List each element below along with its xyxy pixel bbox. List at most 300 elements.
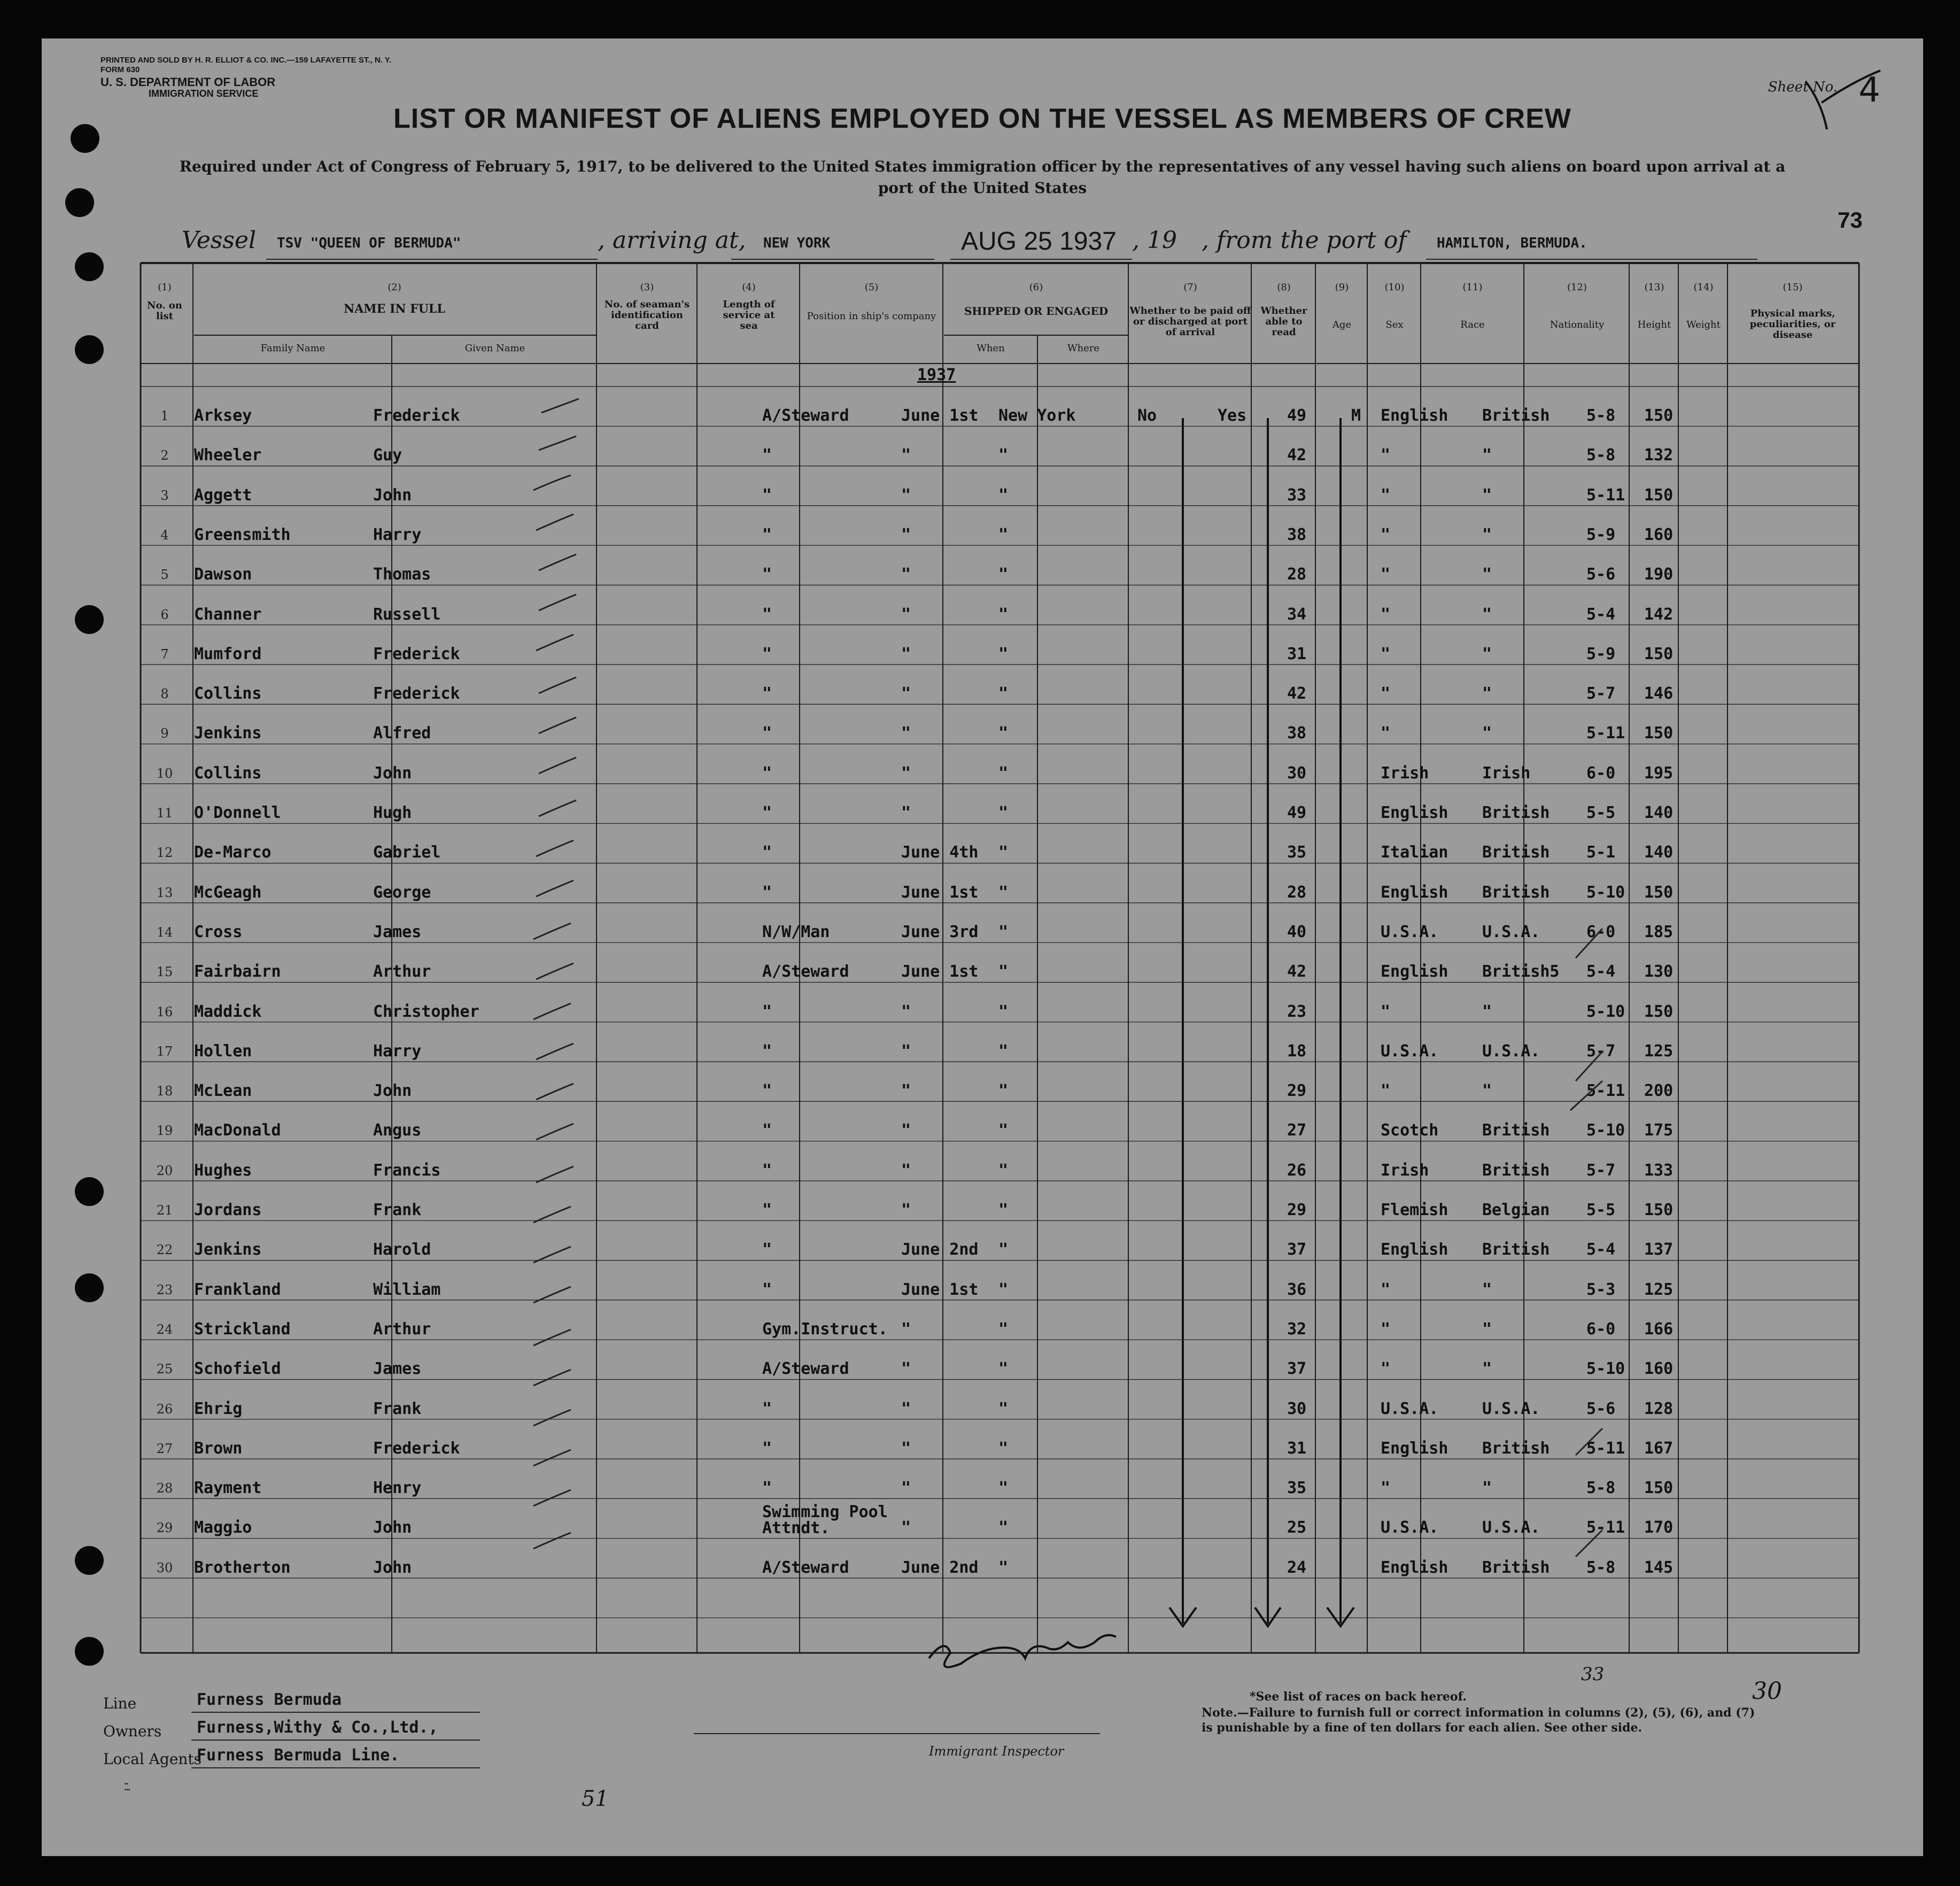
cell-family: Mumford: [194, 644, 262, 663]
row-number: 9: [160, 726, 169, 741]
inspector-label: Immigrant Inspector: [929, 1744, 1064, 1759]
cell-where: ": [998, 724, 1009, 743]
manifest-sheet: [42, 38, 1923, 1856]
agents-underline: [191, 1767, 480, 1768]
cell-nationality: British: [1482, 1161, 1550, 1180]
cell-weight: 167: [1644, 1439, 1674, 1458]
cell-race: ": [1381, 684, 1391, 704]
col-physical: Physical marks, peculiarities, or disease: [1749, 308, 1836, 341]
cell-given: George: [373, 883, 431, 902]
cell-height: 5-3: [1586, 1280, 1616, 1299]
cell-position: ": [762, 724, 772, 743]
cell-where: ": [998, 1399, 1009, 1418]
cell-age: 37: [1287, 1240, 1307, 1259]
cell-given: Henry: [373, 1479, 422, 1498]
cell-weight: 160: [1644, 1359, 1674, 1379]
cell-age: 18: [1287, 1041, 1307, 1061]
cell-nationality: ": [1482, 724, 1492, 743]
col-given-name: Given Name: [464, 343, 525, 354]
col-where: Where: [1067, 343, 1099, 354]
cell-nationality: British: [1482, 406, 1550, 425]
cell-race: ": [1381, 724, 1391, 743]
col-weight: Weight: [1686, 319, 1721, 330]
col-height: Height: [1637, 319, 1671, 330]
cell-race: English: [1381, 883, 1448, 902]
col-num: (6): [1029, 282, 1043, 293]
cell-when: ": [901, 1479, 911, 1498]
sheet-number-label: Sheet No.: [1768, 79, 1838, 95]
cell-position: A/Steward: [762, 962, 849, 981]
vessel-label: Vessel: [182, 227, 257, 254]
form-number: FORM 630: [100, 65, 140, 74]
cell-height: 5-7: [1586, 684, 1616, 704]
cell-position: ": [762, 684, 772, 704]
page-subtitle: Required under Act of Congress of February 5, 1917, to be delivered to the United States immigration officer by the representatives of any vessel having such aliens on board upon arrival at a port of the United States: [179, 158, 1786, 197]
cell-race: ": [1381, 446, 1391, 465]
cell-position: ": [762, 843, 772, 862]
cell-family: Aggett: [194, 485, 252, 505]
cell-family: Wheeler: [194, 446, 262, 465]
cell-weight: 140: [1644, 803, 1674, 822]
cell-age: 30: [1287, 1399, 1307, 1418]
cell-where: ": [998, 485, 1009, 505]
cell-height: 5-11: [1586, 1081, 1625, 1101]
cell-height: 5-8: [1586, 406, 1616, 425]
cell-age: 29: [1287, 1081, 1307, 1101]
cell-when: ": [901, 1319, 911, 1339]
cell-height: 5-10: [1586, 883, 1625, 902]
cell-height: 5-1: [1586, 843, 1616, 862]
cell-nationality: British: [1482, 1439, 1550, 1458]
cell-height: 5-4: [1586, 962, 1616, 981]
cell-family: McGeagh: [194, 883, 262, 902]
cell-race: ": [1381, 1319, 1391, 1339]
cell-when: ": [901, 724, 911, 743]
cell-height: 5-9: [1586, 525, 1616, 544]
row-number: 19: [156, 1123, 173, 1139]
row-number: 5: [160, 567, 169, 583]
cell-when: June 3rd: [901, 922, 979, 941]
row-number: 16: [156, 1004, 173, 1019]
cell-race: Scotch: [1381, 1121, 1439, 1140]
cell-given: Harold: [373, 1240, 431, 1259]
cell-race: ": [1381, 525, 1391, 544]
cell-nationality: ": [1482, 485, 1492, 505]
cell-nationality: ": [1482, 644, 1492, 663]
cell-height: 5-7: [1586, 1041, 1616, 1061]
cell-where: ": [998, 1201, 1009, 1219]
cell-height: 5-7: [1586, 1161, 1616, 1180]
cell-position: ": [762, 803, 772, 822]
cell-weight: 150: [1644, 1002, 1674, 1021]
cell-age: 24: [1287, 1558, 1307, 1577]
nationality-slashes: [1570, 929, 1602, 1557]
cell-position: ": [762, 1081, 772, 1101]
col-num: (8): [1277, 282, 1291, 293]
from-port-label: , from the port of: [1202, 227, 1407, 254]
cell-position: ": [762, 1041, 772, 1061]
col-age: Age: [1332, 319, 1352, 330]
cell-age: 32: [1287, 1319, 1307, 1339]
cell-race: English: [1381, 1240, 1448, 1259]
cell-when: ": [901, 446, 911, 465]
cell-weight: 125: [1644, 1041, 1674, 1061]
departure-port: HAMILTON, BERMUDA.: [1437, 235, 1587, 251]
cell-position: ": [762, 565, 772, 584]
cell-race: ": [1381, 1479, 1391, 1498]
row-number: 27: [156, 1441, 173, 1456]
cell-height: 5-10: [1586, 1121, 1625, 1140]
col-num: (5): [864, 282, 879, 293]
cell-position: ": [762, 1240, 772, 1259]
cell-nationality: British: [1482, 1240, 1550, 1259]
row-number: 13: [156, 885, 173, 900]
row-number: 24: [156, 1321, 173, 1337]
col-name-in-full: NAME IN FULL: [344, 302, 445, 316]
cell-when: ": [901, 1081, 911, 1101]
cell-weight: 146: [1644, 684, 1674, 704]
cell-given: John: [373, 763, 412, 783]
cell-where: ": [998, 1121, 1009, 1140]
cell-position: ": [762, 1201, 772, 1219]
cell-when: ": [901, 1201, 911, 1219]
union-label: ▪▪ ▪▪▪: [125, 1781, 130, 1793]
cell-given: Francis: [373, 1161, 441, 1180]
cell-weight: 160: [1644, 525, 1674, 544]
cell-age: 35: [1287, 1479, 1307, 1498]
cell-position: A/Steward: [762, 1359, 849, 1379]
cell-given: Hugh: [373, 803, 412, 822]
cell-given: John: [373, 485, 412, 505]
cell-nationality: ": [1482, 1002, 1492, 1021]
cell-age: 37: [1287, 1359, 1307, 1379]
agents-value: Furness Bermuda Line.: [197, 1746, 400, 1765]
cell-family: O'Donnell: [194, 803, 281, 822]
cell-weight: 150: [1644, 883, 1674, 902]
cell-family: MacDonald: [194, 1121, 281, 1140]
cell-age: 34: [1287, 605, 1307, 624]
col-num: (12): [1567, 282, 1587, 293]
cell-when: ": [901, 1439, 911, 1458]
cell-family: Frankland: [194, 1280, 281, 1299]
cell-race: ": [1381, 1002, 1391, 1021]
cell-weight: 200: [1644, 1081, 1674, 1101]
cell-position: ": [762, 1439, 772, 1458]
cell-height: 5-8: [1586, 1558, 1616, 1577]
cell-where: ": [998, 1280, 1009, 1299]
cell-given: Frederick: [373, 644, 460, 663]
cell-height: 5-6: [1586, 565, 1616, 584]
cell-nationality: ": [1482, 1359, 1492, 1379]
row-number: 26: [156, 1401, 173, 1417]
col-num: (10): [1384, 282, 1405, 293]
cell-family: Rayment: [194, 1479, 262, 1498]
row-number: 12: [156, 845, 173, 861]
cell-age: 40: [1287, 922, 1307, 941]
cell-race: ": [1381, 565, 1391, 584]
col-seaman-card: No. of seaman's identification card: [604, 299, 690, 331]
cell-given: John: [373, 1558, 412, 1577]
cell-where: ": [998, 1558, 1009, 1577]
cell-family: Strickland: [194, 1319, 291, 1339]
cell-given: Thomas: [373, 565, 431, 584]
cell-given: Frederick: [373, 406, 460, 425]
cell-weight: 137: [1644, 1240, 1674, 1259]
cell-nationality: British: [1482, 883, 1550, 902]
cell-age: 38: [1287, 525, 1307, 544]
cell-age: 38: [1287, 724, 1307, 743]
cell-weight: 133: [1644, 1161, 1674, 1180]
cell-height: 5-8: [1586, 1479, 1616, 1498]
cell-given: John: [373, 1081, 412, 1101]
cell-nationality: Irish: [1482, 763, 1531, 783]
cell-weight: 166: [1644, 1319, 1674, 1339]
cell-height: 5-10: [1586, 1359, 1625, 1379]
cell-when: ": [901, 605, 911, 624]
cell-race: U.S.A.: [1381, 1041, 1439, 1061]
cell-age: 28: [1287, 883, 1307, 902]
cell-family: Schofield: [194, 1359, 281, 1379]
row-number: 20: [156, 1163, 173, 1178]
cell-when: ": [901, 1518, 911, 1537]
cell-when: June 1st: [901, 962, 979, 981]
cell-nationality: ": [1482, 525, 1492, 544]
cell-height: 5-5: [1586, 803, 1616, 822]
cell-where: ": [998, 684, 1009, 704]
cell-age: 33: [1287, 485, 1307, 505]
cell-age: 42: [1287, 446, 1307, 465]
cell-weight: 175: [1644, 1121, 1674, 1140]
cell-where: ": [998, 843, 1009, 862]
cell-family: Dawson: [194, 565, 252, 584]
row-number: 10: [156, 766, 173, 781]
cell-where: ": [998, 446, 1009, 465]
cell-age: 29: [1287, 1201, 1307, 1219]
cell-weight: 128: [1644, 1399, 1674, 1418]
col-num: (11): [1462, 282, 1483, 293]
col-family-name: Family Name: [260, 343, 326, 354]
cell-given: Arthur: [373, 962, 431, 981]
col-position: Position in ship's company: [807, 311, 936, 322]
cell-race: English: [1381, 1558, 1448, 1577]
cell-nationality: U.S.A.: [1482, 1518, 1540, 1537]
cell-weight: 150: [1644, 406, 1674, 425]
cell-family: McLean: [194, 1081, 252, 1101]
page-number: 73: [1838, 207, 1863, 233]
races-note: *See list of races on back hereof.: [1250, 1690, 1467, 1704]
col-num: (2): [388, 282, 401, 293]
col-num: (4): [742, 282, 756, 293]
cell-position: N/W/Man: [762, 922, 830, 941]
cell-race: Italian: [1381, 843, 1448, 862]
cell-weight: 125: [1644, 1280, 1674, 1299]
cell-given: Frederick: [373, 684, 460, 704]
cell-height: 5-11: [1586, 724, 1625, 743]
cell-height: 5-8: [1586, 446, 1616, 465]
page-title: LIST OR MANIFEST OF ALIENS EMPLOYED ON THE VESSEL AS MEMBERS OF CREW: [393, 103, 1571, 134]
cell-weight: 150: [1644, 1201, 1674, 1219]
cell-given: James: [373, 922, 422, 941]
cell-race: English: [1381, 406, 1448, 425]
cell-when: ": [901, 525, 911, 544]
cell-nationality: British: [1482, 1558, 1550, 1577]
cell-position: ": [762, 525, 772, 544]
cell-family: Brotherton: [194, 1558, 291, 1577]
cell-position: ": [762, 1280, 772, 1299]
cell-position: ": [762, 1161, 772, 1180]
cell-when: ": [901, 644, 911, 663]
cell-when: ": [901, 763, 911, 783]
row-number: 18: [156, 1084, 173, 1099]
col-num: (15): [1783, 282, 1803, 293]
col-when: When: [977, 343, 1005, 354]
year-label: , 19: [1132, 227, 1177, 254]
col-num: (13): [1644, 282, 1664, 293]
cell-given: James: [373, 1359, 422, 1379]
row-number: 4: [160, 527, 169, 543]
cell-where: ": [998, 763, 1009, 783]
cell-when: ": [901, 1041, 911, 1061]
cell-when: June 2nd: [901, 1240, 979, 1259]
cell-given: Frank: [373, 1399, 422, 1418]
arriving-label: , arriving at,: [598, 227, 746, 254]
cell-family: Hughes: [194, 1161, 252, 1180]
cell-race: ": [1381, 485, 1391, 505]
cell-where: ": [998, 1240, 1009, 1259]
cell-family: De-Marco: [194, 843, 272, 862]
cell-position: ": [762, 763, 772, 783]
cell-age: 31: [1287, 1439, 1307, 1458]
inspector-signature: [929, 1635, 1116, 1667]
cell-height: 5-11: [1586, 1439, 1625, 1458]
arrival-date-stamp: AUG 25 1937: [961, 227, 1117, 256]
col-sex: Sex: [1385, 319, 1404, 330]
owners-label: Owners: [103, 1722, 162, 1740]
cell-nationality: U.S.A.: [1482, 922, 1540, 941]
cell-nationality: Belgian: [1482, 1201, 1550, 1219]
cell-when: ": [901, 1359, 911, 1379]
cell-age: 26: [1287, 1161, 1307, 1180]
cell-age: 42: [1287, 962, 1307, 981]
cell-age: 25: [1287, 1518, 1307, 1537]
cell-race: U.S.A.: [1381, 1518, 1439, 1537]
row-number: 6: [160, 607, 169, 622]
cell-when: June 2nd: [901, 1558, 979, 1577]
cell-weight: 140: [1644, 843, 1674, 862]
cell-where: ": [998, 803, 1009, 822]
cell-family: Greensmith: [194, 525, 291, 544]
cell-position: ": [762, 1399, 772, 1418]
cell-nationality: British: [1482, 803, 1550, 822]
cell-height: 5-6: [1586, 1399, 1616, 1418]
col-no-on-list: No. on list: [147, 300, 182, 322]
cell-family: Collins: [194, 684, 262, 704]
cell-weight: 150: [1644, 724, 1674, 743]
cell-height: 5-4: [1586, 1240, 1616, 1259]
col-nationality: Nationality: [1550, 319, 1605, 330]
cell-nationality: ": [1482, 684, 1492, 704]
ditto-arrows: [1169, 418, 1354, 1626]
cell-where: ": [998, 922, 1009, 941]
cell-where: ": [998, 1081, 1009, 1101]
cell-nationality: ": [1482, 1479, 1492, 1498]
cell-given: Alfred: [373, 724, 431, 743]
owners-value: Furness,Withy & Co.,Ltd.,: [197, 1718, 438, 1737]
cell-read: Yes: [1218, 406, 1247, 425]
cell-where: ": [998, 1439, 1009, 1458]
cell-where: New York: [998, 406, 1076, 425]
sheet-number-value: 4: [1858, 71, 1880, 110]
cell-family: Channer: [194, 605, 262, 624]
cell-height: 6-0: [1586, 763, 1616, 783]
handwritten-note: 30: [1752, 1678, 1782, 1705]
cell-where: ": [998, 1041, 1009, 1061]
cell-where: ": [998, 1359, 1009, 1379]
col-num: (14): [1693, 282, 1714, 293]
cell-nationality: British: [1482, 1121, 1550, 1140]
row-number: 28: [156, 1481, 173, 1496]
cell-where: ": [998, 1518, 1009, 1537]
cell-race: Irish: [1381, 763, 1429, 783]
col-num: (3): [640, 282, 654, 293]
cell-nationality: ": [1482, 1081, 1492, 1101]
cell-weight: 150: [1644, 485, 1674, 505]
cell-position: Swimming Pool Attndt.: [762, 1503, 888, 1538]
cell-weight: 130: [1644, 962, 1674, 981]
cell-nationality: U.S.A.: [1482, 1041, 1540, 1061]
cell-when: June 1st: [901, 883, 979, 902]
printer-line: PRINTED AND SOLD BY H. R. ELLIOT & CO. INC.—159 LAFAYETTE ST., N. Y.: [100, 56, 392, 65]
row-number: 2: [160, 448, 169, 463]
cell-age: 31: [1287, 644, 1307, 663]
cell-given: Christopher: [373, 1002, 479, 1021]
cell-position: ": [762, 485, 772, 505]
line-value: Furness Bermuda: [197, 1690, 342, 1709]
cell-given: Arthur: [373, 1319, 431, 1339]
cell-family: Arksey: [194, 406, 252, 425]
cell-family: Jenkins: [194, 1240, 262, 1259]
col-num: (7): [1183, 282, 1197, 293]
cell-where: ": [998, 962, 1009, 981]
cell-position: A/Steward: [762, 1558, 849, 1577]
cell-weight: 142: [1644, 605, 1674, 624]
cell-where: ": [998, 1161, 1009, 1180]
cell-race: English: [1381, 962, 1448, 981]
handwritten-note: 51: [582, 1787, 609, 1811]
cell-weight: 150: [1644, 1479, 1674, 1498]
cell-family: Ehrig: [194, 1399, 243, 1418]
cell-family: Maggio: [194, 1518, 252, 1537]
cell-nationality: British5: [1482, 962, 1560, 981]
row-number: 29: [156, 1520, 173, 1536]
cell-height: 5-5: [1586, 1201, 1616, 1219]
col-num: (1): [158, 282, 172, 293]
cell-position: A/Steward: [762, 406, 849, 425]
card-check-marks: [533, 399, 579, 1549]
cell-when: ": [901, 1399, 911, 1418]
cell-weight: 132: [1644, 446, 1674, 465]
cell-age: 30: [1287, 763, 1307, 783]
cell-when: ": [901, 803, 911, 822]
cell-where: ": [998, 605, 1009, 624]
row-number: 25: [156, 1362, 173, 1377]
cell-family: Fairbairn: [194, 962, 281, 981]
cell-race: Flemish: [1381, 1201, 1448, 1219]
col-shipped: SHIPPED OR ENGAGED: [964, 305, 1109, 318]
row-number: 3: [160, 488, 169, 503]
cell-race: ": [1381, 1081, 1391, 1101]
cell-given: Angus: [373, 1121, 422, 1140]
